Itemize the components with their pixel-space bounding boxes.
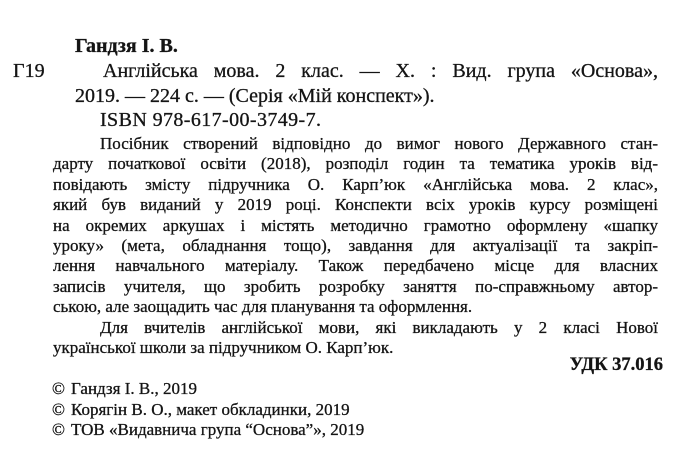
copyright-text: Гандзя І. В., 2019 (71, 379, 197, 398)
copyright-line (52, 420, 364, 441)
annotation-line: української школи за підручником О. Карп’юк. (53, 338, 394, 358)
copyright-symbol: © (52, 399, 65, 419)
bibliographic-description-line-1: Англійська мова. 2 клас. — Х. : Вид. група «Основа», (103, 60, 658, 82)
annotation-line: Для вчителів англійської мови, які викладають у 2 класі Нової (100, 317, 658, 337)
copyright-list (52, 379, 364, 441)
copyright-text: ТОВ «Видавнича група “Основа”», 2019 (71, 420, 365, 440)
annotation-text (53, 134, 658, 358)
annotation-line: який був виданий у 2019 році. Конспекти всіх уроків курсу розміщені (53, 195, 658, 215)
annotation-line: уроку» (мета, обладнання тощо), завдання для актуалізації та закріп- (53, 236, 658, 256)
annotation-line: Посібник створений відповідно до вимог нового Державного стан- (100, 134, 658, 153)
annotation-line: дарту початкової освіти (2018), розподіл годин та тематика уроків від- (53, 154, 658, 174)
copyright-text: Корягін В. О., макет обкладинки, 2019 (71, 399, 350, 419)
annotation-line: повідають змісту підручника О. Карп’юк «Англійська мова. 2 клас», (53, 174, 658, 194)
annotation-line: лення навчального матеріалу. Також передбачено місце для власних (53, 256, 658, 276)
copyright-symbol: © (52, 420, 65, 440)
annotation-line: на окремих аркушах і містять методично грамотно оформлену «шапку (53, 215, 658, 235)
bibliographic-description-line-2: 2019. — 224 с. — (Серія «Мій конспект»). (75, 85, 435, 107)
annotation-line: ською, але заощадить час для планування та оформлення. (53, 297, 473, 317)
annotation-line: записів учителя, що зробить розробку заняття по-справжньому автор- (53, 276, 658, 296)
copyright-symbol: © (52, 379, 65, 398)
copyright-line (52, 400, 364, 421)
isbn: ISBN 978-617-00-3749-7. (100, 109, 322, 131)
classification-code: Г19 (13, 60, 45, 82)
copyright-line (52, 379, 364, 400)
author-heading: Гандзя І. В. (75, 35, 178, 57)
udk-code: УДК 37.016 (569, 355, 663, 375)
